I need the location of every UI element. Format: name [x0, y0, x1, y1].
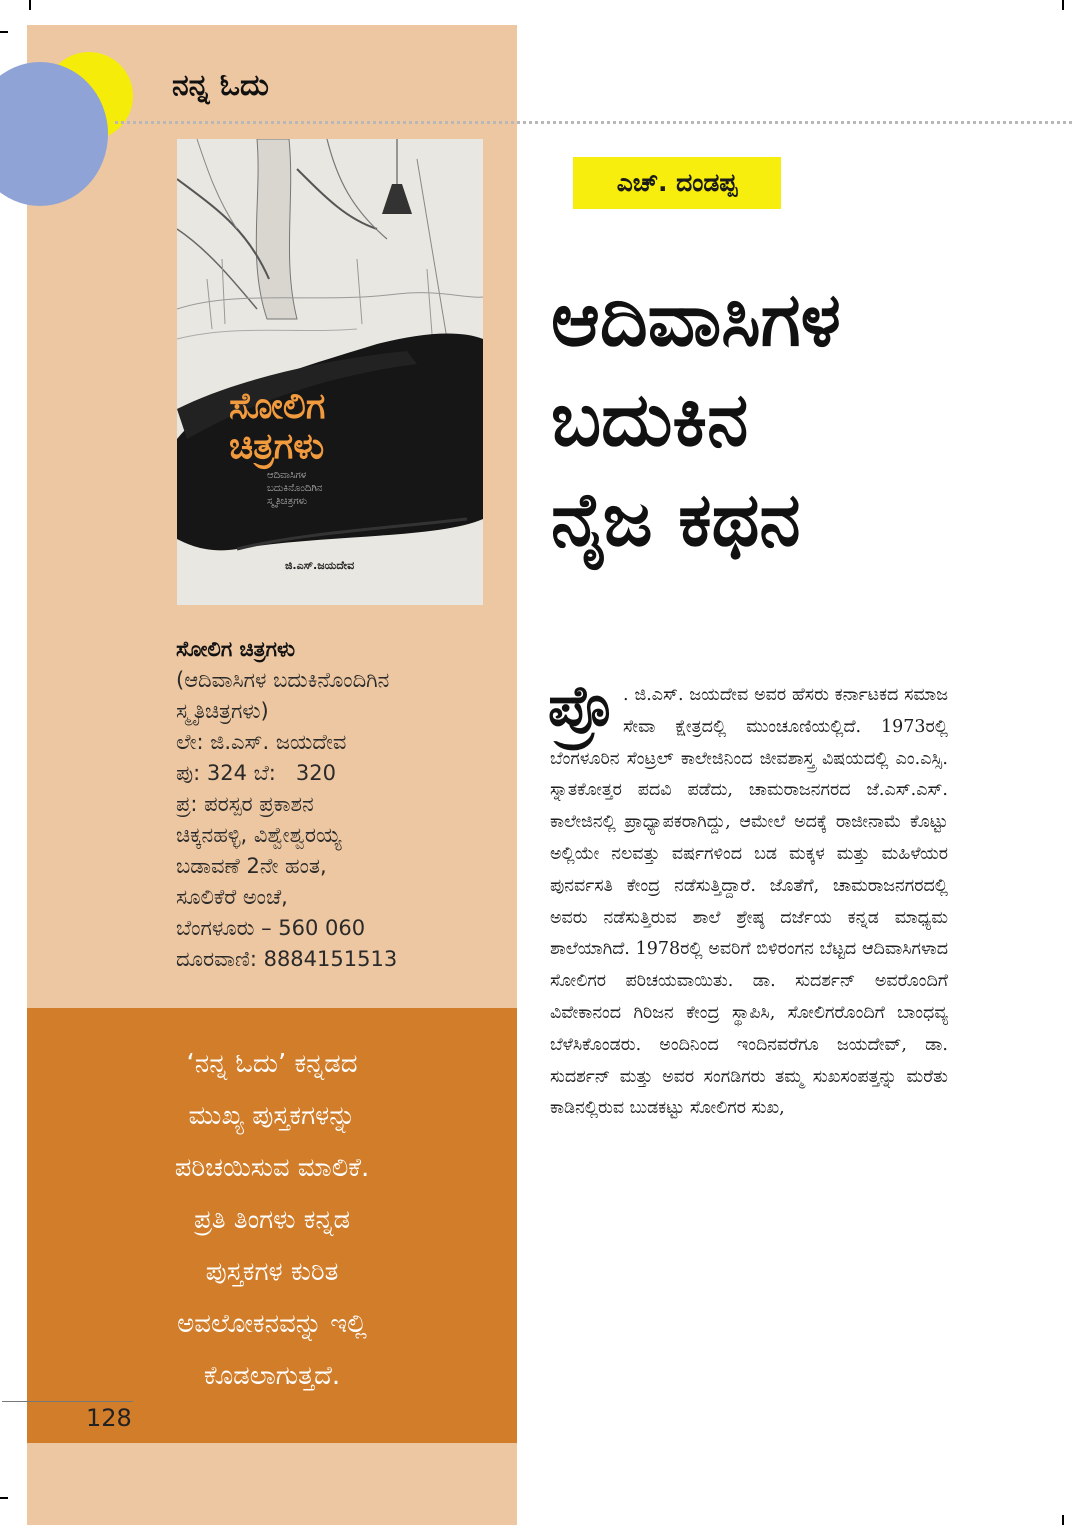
book-subtitle-line: (ಆದಿವಾಸಿಗಳ ಬದುಕಿನೊಂದಿಗಿನ	[176, 668, 390, 692]
promo-text: ‘ನನ್ನ ಓದು’ ಕನ್ನಡದ ಮುಖ್ಯ ಪುಸ್ತಕಗಳನ್ನು ಪರಿಚಯಿಸುವ ಮಾಲಿಕೆ. ಪ್ರತಿ ತಿಂಗಳು ಕನ್ನಡ ಪುಸ್ತಕಗಳ ಕುರಿತ ಅವಲೋಕನವನ್ನು ಇಲ್ಲಿ ಕೊಡಲಾಗುತ್ತದೆ.	[174, 1049, 370, 1391]
cover-illustration	[177, 139, 483, 605]
book-publisher: ಪ್ರ: ಪರಸ್ಪರ ಪ್ರಕಾಶನ	[176, 792, 314, 816]
cover-title: ಸೋಲಿಗ ಚಿತ್ರಗಳು	[229, 386, 326, 467]
book-author: ಲೇ: ಜಿ.ಎಸ್. ಜಯದೇವ	[176, 730, 347, 754]
crop-mark-left	[0, 31, 8, 33]
article-body-text: . ಜಿ.ಎಸ್. ಜಯದೇವ ಅವರ ಹೆಸರು ಕರ್ನಾಟಕದ ಸಮಾಜ ಸೇವಾ ಕ್ಷೇತ್ರದಲ್ಲಿ ಮುಂಚೂಣಿಯಲ್ಲಿದೆ. 1973ರಲ್ಲಿ ಬೆಂಗಳೂರಿನ ಸೆಂಟ್ರಲ್ ಕಾಲೇಜಿನಿಂದ ಜೀವಶಾಸ್ತ್ರ ವಿಷಯದಲ್ಲಿ ಎಂ.ಎಸ್ಸಿ. ಸ್ನಾತಕೋತ್ತರ ಪದವಿ ಪಡೆದು, ಚಾಮರಾಜನಗರದ ಜೆ.ಎಸ್.ಎಸ್. ಕಾಲೇಜಿನಲ್ಲಿ ಪ್ರಾಧ್ಯಾಪಕರಾಗಿದ್ದು, ಆಮೇಲೆ ಅದಕ್ಕೆ ರಾಜೀನಾಮೆ ಕೊಟ್ಟು ಅಲ್ಲಿಯೇ ನಲವತ್ತು ವರ್ಷಗಳಿಂದ ಬಡ ಮಕ್ಕಳ ಮತ್ತು ಮಹಿಳೆಯರ ಪುನರ್ವಸತಿ ಕೇಂದ್ರ ನಡೆಸುತ್ತಿದ್ದಾರೆ. ಜೊತೆಗೆ, ಚಾಮರಾಜನಗರದಲ್ಲಿ ಅವರು ನಡೆಸುತ್ತಿರುವ ಶಾಲೆ ಶ್ರೇಷ್ಠ ದರ್ಜೆಯ ಕನ್ನಡ ಮಾಧ್ಯಮ ಶಾಲೆಯಾಗಿದೆ. 1978ರಲ್ಲಿ ಅವರಿಗೆ ಬಿಳಿರಂಗನ ಬೆಟ್ಟದ ಆದಿವಾಸಿಗಳಾದ ಸೋಲಿಗರ ಪರಿಚಯವಾಯಿತು. ಡಾ. ಸುದರ್ಶನ್ ಅವರೊಂದಿಗೆ ವಿವೇಕಾನಂದ ಗಿರಿಜನ ಕೇಂದ್ರ ಸ್ಥಾಪಿಸಿ, ಸೋಲಿಗರೊಂದಿಗೆ ಬಾಂಧವ್ಯ ಬೆಳೆಸಿಕೊಂಡರು. ಅಂದಿನಿಂದ ಇಂದಿನವರೆಗೂ ಜಯದೇವ್, ಡಾ. ಸುದರ್ಶನ್ ಮತ್ತು ಅವರ ಸಂಗಡಿಗರು ತಮ್ಮ ಸುಖಸಂಪತ್ತನ್ನು ಮರೆತು ಕಾಡಿನಲ್ಲಿರುವ ಬುಡಕಟ್ಟು ಸೋಲಿಗರ ಸುಖ,	[550, 685, 948, 1119]
page-number: 128	[86, 1404, 132, 1432]
cover-subtitle: ಆದಿವಾಸಿಗಳ ಬದುಕಿನೊಂದಿಗಿನ ಸ್ಮೃತಿಚಿತ್ರಗಳು	[267, 470, 323, 507]
publisher-address-line: ಬಡಾವಣೆ 2ನೇ ಹಂತ,	[176, 854, 327, 878]
cover-author: ಜಿ.ಎಸ್.ಜಯದೇವ	[285, 559, 355, 572]
crop-mark-left-bottom	[0, 1497, 8, 1499]
book-subtitle-line: ಸ್ಮೃತಿಚಿತ್ರಗಳು)	[176, 699, 269, 723]
drop-cap: ಪ್ರೊ	[548, 674, 614, 739]
article-headline: ಆದಿವಾಸಿಗಳ ಬದುಕಿನ ನೈಜ ಕಥನ	[551, 277, 841, 563]
publisher-address-line: ಬೆಂಗಳೂರು – 560 060	[176, 916, 366, 940]
section-label: ನನ್ನ ಓದು	[172, 68, 269, 103]
book-info	[176, 634, 397, 975]
publisher-address-line: ಸೂಲಿಕೆರೆ ಅಂಚೆ,	[176, 885, 288, 909]
publisher-phone: ದೂರವಾಣಿ: 8884151513	[176, 947, 398, 971]
crop-mark-top-right	[1062, 0, 1064, 10]
publisher-address-line: ಚಿಕ್ಕನಹಳ್ಳಿ, ವಿಶ್ವೇಶ್ವರಯ್ಯ	[176, 823, 342, 847]
crop-mark-bottom-right	[1062, 1515, 1064, 1525]
book-cover	[177, 139, 483, 605]
crop-mark-top	[29, 0, 31, 10]
article-author-tag: ಎಚ್. ದಂಡಪ್ಪ	[573, 157, 781, 209]
article-body	[548, 674, 948, 1125]
book-pages-price: ಪು: 324 ಬೆ: 320	[176, 761, 336, 785]
book-title: ಸೋಲಿಗ ಚಿತ್ರಗಳು	[176, 637, 296, 661]
dotted-divider	[115, 121, 1072, 124]
series-promo-box	[27, 1008, 517, 1443]
page-number-rule	[2, 1401, 133, 1402]
